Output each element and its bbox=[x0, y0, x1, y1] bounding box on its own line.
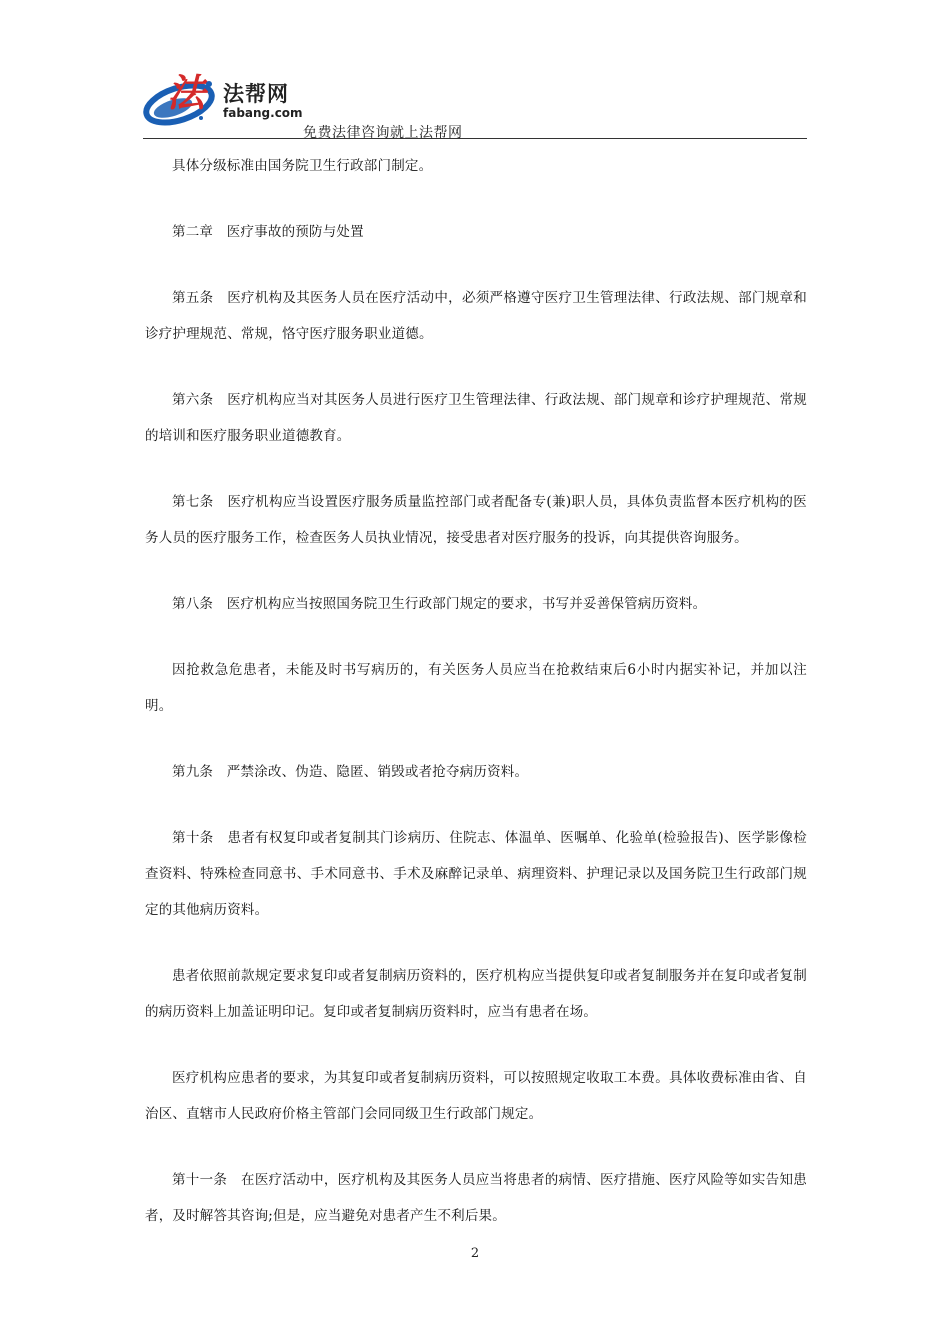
page-number: 2 bbox=[470, 1246, 480, 1261]
article-10-clause-3: 医疗机构应患者的要求，为其复印或者复制病历资料，可以按照规定收取工本费。具体收费标准由省、自治区、直辖市人民政府价格主管部门会同同级卫生行政部门规定。 bbox=[145, 1070, 807, 1122]
document-body bbox=[145, 148, 807, 1264]
article-10-clause-2: 患者依照前款规定要求复印或者复制病历资料的，医疗机构应当提供复印或者复制服务并在复印或者复制的病历资料上加盖证明印记。复印或者复制病历资料时，应当有患者在场。 bbox=[145, 968, 807, 1020]
article-8: 第八条 医疗机构应当按照国务院卫生行政部门规定的要求，书写并妥善保管病历资料。 bbox=[172, 596, 707, 612]
header-divider bbox=[143, 138, 807, 139]
article-8-clause-2: 因抢救急危患者，未能及时书写病历的，有关医务人员应当在抢救结束后6小时内据实补记，并加以注明。 bbox=[145, 662, 807, 714]
page-header bbox=[143, 62, 807, 142]
chapter-heading: 第二章 医疗事故的预防与处置 bbox=[172, 224, 364, 240]
brand-domain: fabang.com bbox=[223, 106, 303, 120]
article-9: 第九条 严禁涂改、伪造、隐匿、销毁或者抢夺病历资料。 bbox=[172, 764, 529, 780]
paragraph: 具体分级标准由国务院卫生行政部门制定。 bbox=[172, 158, 433, 174]
fabang-logo-icon bbox=[143, 64, 223, 130]
brand-name: 法帮网 bbox=[223, 82, 289, 106]
article-10: 第十条 患者有权复印或者复制其门诊病历、住院志、体温单、医嘱单、化验单(检验报告)、医学影像检查资料、特殊检查同意书、手术同意书、手术及麻醉记录单、病理资料、护理记录以及国务院卫生行政部门规定的其他病历资料。 bbox=[145, 830, 807, 918]
article-7: 第七条 医疗机构应当设置医疗服务质量监控部门或者配备专(兼)职人员，具体负责监督本医疗机构的医务人员的医疗服务工作，检查医务人员执业情况，接受患者对医疗服务的投诉，向其提供咨询服务。 bbox=[145, 494, 807, 546]
header-slogan: 免费法律咨询就上法帮网 bbox=[303, 125, 463, 141]
article-11: 第十一条 在医疗活动中，医疗机构及其医务人员应当将患者的病情、医疗措施、医疗风险等如实告知患者，及时解答其咨询;但是，应当避免对患者产生不利后果。 bbox=[145, 1172, 807, 1224]
logo-character: 法 bbox=[167, 70, 206, 115]
article-5: 第五条 医疗机构及其医务人员在医疗活动中，必须严格遵守医疗卫生管理法律、行政法规、部门规章和诊疗护理规范、常规，恪守医疗服务职业道德。 bbox=[145, 290, 807, 342]
article-6: 第六条 医疗机构应当对其医务人员进行医疗卫生管理法律、行政法规、部门规章和诊疗护理规范、常规的培训和医疗服务职业道德教育。 bbox=[145, 392, 807, 444]
